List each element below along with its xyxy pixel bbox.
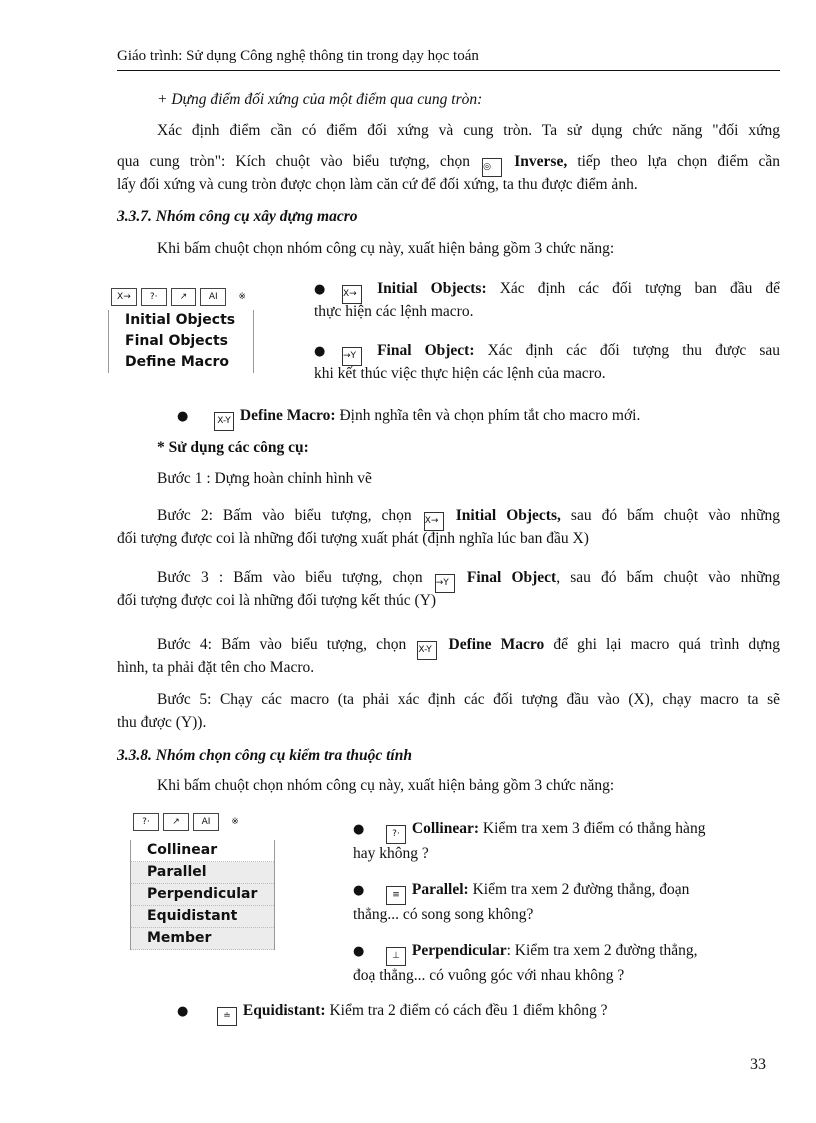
bullet: ●: [177, 409, 189, 424]
menu-item-final-objects[interactable]: Final Objects: [125, 333, 228, 349]
intro-heading: + Dựng điểm đối xứng của một điểm qua cung tròn:: [157, 91, 483, 108]
macro-toolbar: [108, 287, 254, 307]
menu-item-define-macro[interactable]: Define Macro: [125, 354, 230, 370]
step-3-continuation: đối tượng được coi là những đối tượng kết thúc (Y): [117, 592, 437, 609]
animation-tool-icon[interactable]: ※: [238, 292, 246, 302]
bullet-continuation: hay không ?: [353, 845, 429, 862]
step-5: Bước 5: Chạy các macro (ta phải xác định các đối tượng đầu vào (X), chạy macro ta sẽ: [157, 691, 780, 708]
bullet: ●: [353, 822, 365, 837]
step-5-continuation: thu được (Y)).: [117, 714, 207, 731]
intro-paragraph-line: Xác định điểm cần có điểm đối xứng và cung tròn. Ta sử dụng chức năng "đối xứng: [157, 122, 780, 139]
initial-objects-tool-icon[interactable]: X→: [111, 288, 137, 306]
collinear-icon: ?·: [386, 825, 406, 844]
section-title-337: 3.3.7. Nhóm công cụ xây dựng macro: [117, 208, 358, 225]
intro-paragraph-line: qua cung tròn": Kích chuột vào biểu tượng, chọn ◎ Inverse, tiếp theo lựa chọn điểm cần: [117, 151, 780, 177]
final-object-icon: →Y: [435, 574, 455, 593]
collinear-tool-icon[interactable]: ?·: [141, 288, 167, 306]
step-3: Bước 3 : Bấm vào biểu tượng, chọn →Y Final Object, sau đó bấm chuột vào những: [157, 567, 780, 593]
bullet-initial-objects: X→ Initial Objects: Xác định các đối tượng ban đầu để: [340, 278, 780, 304]
menu-item-perpendicular[interactable]: Perpendicular: [131, 884, 274, 906]
bullet-continuation: đoạ thẳng... có vuông góc với nhau không ?: [353, 967, 625, 984]
bullet-equidistant: ≐ Equidistant: Kiểm tra 2 điểm có cách đều 1 điểm không ?: [215, 1000, 780, 1026]
bullet-define-macro: X-Y Define Macro: Định nghĩa tên và chọn phím tắt cho macro mới.: [212, 405, 780, 431]
parallel-tool-icon[interactable]: ↗: [171, 288, 197, 306]
property-toolbar: [130, 812, 275, 832]
bullet: ●: [314, 344, 326, 359]
step-4-continuation: hình, ta phải đặt tên cho Macro.: [117, 659, 315, 676]
collinear-tool-icon[interactable]: ?·: [133, 813, 159, 831]
bullet-collinear: ?· Collinear: Kiểm tra xem 3 điểm có thẳng hàng: [384, 818, 780, 844]
define-macro-icon: X-Y: [417, 641, 437, 660]
final-object-icon: →Y: [342, 347, 362, 366]
section-intro: Khi bấm chuột chọn nhóm công cụ này, xuất hiện bảng gồm 3 chức năng:: [157, 240, 615, 257]
intro-paragraph-line: lấy đối xứng và cung tròn được chọn làm căn cứ để đối xứng, ta thu được điểm ảnh.: [117, 176, 638, 193]
step-4: Bước 4: Bấm vào biểu tượng, chọn X-Y Define Macro để ghi lại macro quá trình dựng: [157, 634, 780, 660]
section-title-338: 3.3.8. Nhóm chọn công cụ kiểm tra thuộc tính: [117, 747, 412, 764]
step-1: Bước 1 : Dựng hoàn chỉnh hình vẽ: [157, 470, 372, 487]
step-2-continuation: đối tượng được coi là những đối tượng xuất phát (định nghĩa lúc ban đầu X): [117, 530, 589, 547]
initial-objects-icon: X→: [342, 285, 362, 304]
animation-tool-icon[interactable]: ※: [231, 817, 239, 827]
text-tool-icon[interactable]: AI: [200, 288, 226, 306]
bullet-perpendicular: ⊥ Perpendicular: Kiểm tra xem 2 đường thẳng,: [384, 940, 780, 966]
property-check-menu: [130, 812, 275, 964]
header-rule: [117, 70, 780, 71]
step-2: Bước 2: Bấm vào biểu tượng, chọn X→ Initial Objects, sau đó bấm chuột vào những: [157, 505, 780, 531]
bullet: ●: [353, 944, 365, 959]
define-macro-icon: X-Y: [214, 412, 234, 431]
bullet-parallel: ≡ Parallel: Kiểm tra xem 2 đường thẳng, đoạn: [384, 879, 780, 905]
running-header: Giáo trình: Sử dụng Công nghệ thông tin trong dạy học toán: [117, 48, 479, 64]
text-tool-icon[interactable]: AI: [193, 813, 219, 831]
macro-tools-menu: [108, 287, 254, 383]
section-intro: Khi bấm chuột chọn nhóm công cụ này, xuất hiện bảng gồm 3 chức năng:: [157, 777, 615, 794]
bullet: ●: [314, 282, 326, 297]
bullet-continuation: thực hiện các lệnh macro.: [314, 303, 474, 320]
bullet: ●: [177, 1004, 189, 1019]
menu-item-initial-objects[interactable]: Initial Objects: [125, 312, 236, 328]
menu-item-equidistant[interactable]: Equidistant: [131, 906, 274, 928]
menu-item-collinear[interactable]: Collinear: [131, 840, 274, 862]
bullet-final-object: →Y Final Object: Xác định các đối tượng thu được sau: [340, 340, 780, 366]
menu-item-member[interactable]: Member: [131, 928, 274, 950]
equidistant-icon: ≐: [217, 1007, 237, 1026]
bullet: ●: [353, 883, 365, 898]
bullet-continuation: khi kết thúc việc thực hiện các lệnh của macro.: [314, 365, 606, 382]
use-tools-heading: * Sử dụng các công cụ:: [157, 439, 309, 456]
page-number: 33: [750, 1056, 766, 1073]
perpendicular-icon: ⊥: [386, 947, 406, 966]
parallel-icon: ≡: [386, 886, 406, 905]
initial-objects-icon: X→: [424, 512, 444, 531]
menu-item-parallel[interactable]: Parallel: [131, 862, 274, 884]
inverse-icon: ◎: [482, 158, 502, 177]
bullet-continuation: thẳng... có song song không?: [353, 906, 534, 923]
parallel-tool-icon[interactable]: ↗: [163, 813, 189, 831]
